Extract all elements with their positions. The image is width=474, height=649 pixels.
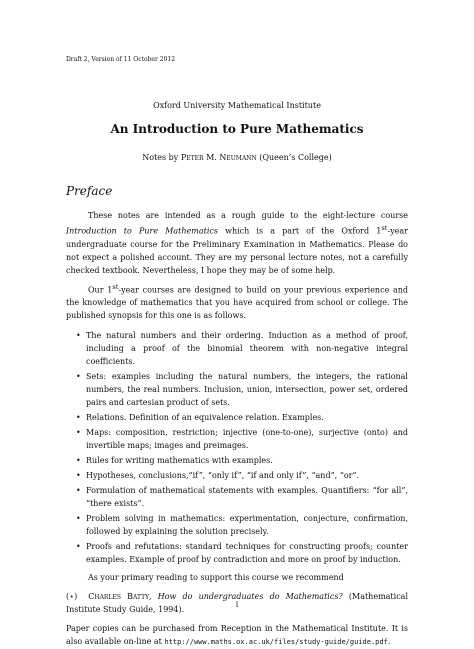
paragraph-courses-start: Our	[88, 285, 108, 295]
paragraph-intro-start: These notes are intended as a rough guide to the eight-lecture course	[88, 211, 408, 220]
synopsis-item-text: Problem solving in mathematics: experimentation, conjecture, confirmation, followed by explaining the solution precisely.	[86, 514, 408, 537]
year-superscript: st	[112, 282, 119, 291]
page-number: i	[235, 600, 239, 609]
synopsis-list	[66, 329, 408, 566]
synopsis-item	[66, 512, 408, 538]
section-heading: Preface	[66, 184, 113, 198]
synopsis-item-text: Proofs and refutations: standard techniques for constructing proofs; counter examples. Example of proof by contradiction and more on proof by induction.	[86, 542, 408, 565]
paragraph-availability-end: .	[387, 637, 391, 647]
notes-prefix: Notes by	[142, 153, 181, 162]
paragraph-intro	[66, 209, 408, 277]
paragraph-reading: As your primary reading to support this course we recommend	[88, 573, 344, 583]
synopsis-item-text: Maps: composition, restriction; injective (one-to-one), surjective (onto) and invertible maps; images and preimages.	[86, 428, 408, 451]
synopsis-item	[66, 469, 408, 482]
bullet-icon: •	[76, 486, 81, 496]
year-superscript: st	[381, 224, 388, 232]
year-number: 1	[376, 226, 382, 236]
paragraph-intro-end: -year undergraduate course for the Preliminary Examination in Mathematics. Please do not expect a polished account. They are my personal lecture notes, not a carefully checked textbook. Nevertheless, I hope they may be of some help.	[66, 226, 408, 275]
bullet-icon: •	[76, 542, 81, 552]
synopsis-item-text: The natural numbers and their ordering. Induction as a method of proof, including a proof of the binomial theorem with non-negative integral coefficients.	[86, 331, 408, 367]
paragraph-courses	[66, 281, 408, 323]
author-affiliation: (Queen’s College)	[256, 153, 332, 162]
synopsis-item	[66, 540, 408, 566]
paragraph-intro-middle: which is a part of the Oxford	[217, 226, 377, 236]
synopsis-item-text: Formulation of mathematical statements with examples. Quantifiers: “for all”, “there exists”.	[86, 486, 408, 509]
synopsis-item-text: Rules for writing mathematics with examples.	[86, 456, 273, 466]
author-name: Peter M. Neumann	[180, 153, 257, 162]
synopsis-item	[66, 370, 408, 409]
document-title: An Introduction to Pure Mathematics	[110, 122, 364, 136]
reference-book-title: How do undergraduates do Mathematics?	[157, 592, 343, 602]
synopsis-item-text: Sets: examples including the natural numbers, the integers, the rational numbers, the real numbers. Inclusion, union, intersection, power set, ordered pairs and cartesian product of sets.	[86, 372, 408, 408]
paragraph-availability	[66, 622, 408, 649]
synopsis-item	[66, 329, 408, 368]
paragraph-courses-end: -year courses are designed to build on your previous experience and the knowledge of mathematics that you have acquired from school or college. The published synopsis for this one is as follows.	[66, 285, 409, 321]
author-line	[0, 153, 474, 163]
preface-body	[66, 209, 408, 649]
synopsis-item	[66, 484, 408, 510]
bullet-icon: •	[76, 471, 81, 481]
paragraph-availability-start: Paper copies can be purchased from Reception in the Mathematical Institute. It is also available on-line at	[66, 624, 408, 647]
reference-marker: (⋆)	[66, 592, 78, 602]
bullet-icon: •	[76, 331, 81, 341]
bullet-icon: •	[76, 372, 81, 382]
synopsis-item	[66, 426, 408, 452]
synopsis-item	[66, 454, 408, 467]
synopsis-item-text: Hypotheses, conclusions,“if”, “only if”, “if and only if”, “and”, “or”.	[86, 471, 360, 481]
reference-separator: ,	[149, 592, 158, 602]
bullet-icon: •	[76, 413, 81, 423]
institute-name: Oxford University Mathematical Institute	[153, 101, 321, 110]
draft-note: Draft 2, Version of 11 October 2012	[66, 56, 176, 63]
year-number: 1	[107, 285, 113, 295]
synopsis-item-text: Relations. Definition of an equivalence relation. Examples.	[86, 413, 324, 423]
bullet-icon: •	[76, 456, 81, 466]
synopsis-item	[66, 411, 408, 424]
reference-details: (Mathematical Institute Study Guide, 1994).	[66, 592, 409, 615]
reference-author: Charles Batty	[88, 592, 150, 602]
bullet-icon: •	[76, 514, 81, 524]
course-title: Introduction to Pure Mathematics	[66, 226, 218, 236]
guide-url-link[interactable]: http://www.maths.ox.ac.uk/files/study-guide/guide.pdf	[164, 638, 388, 647]
bullet-icon: •	[76, 428, 81, 438]
